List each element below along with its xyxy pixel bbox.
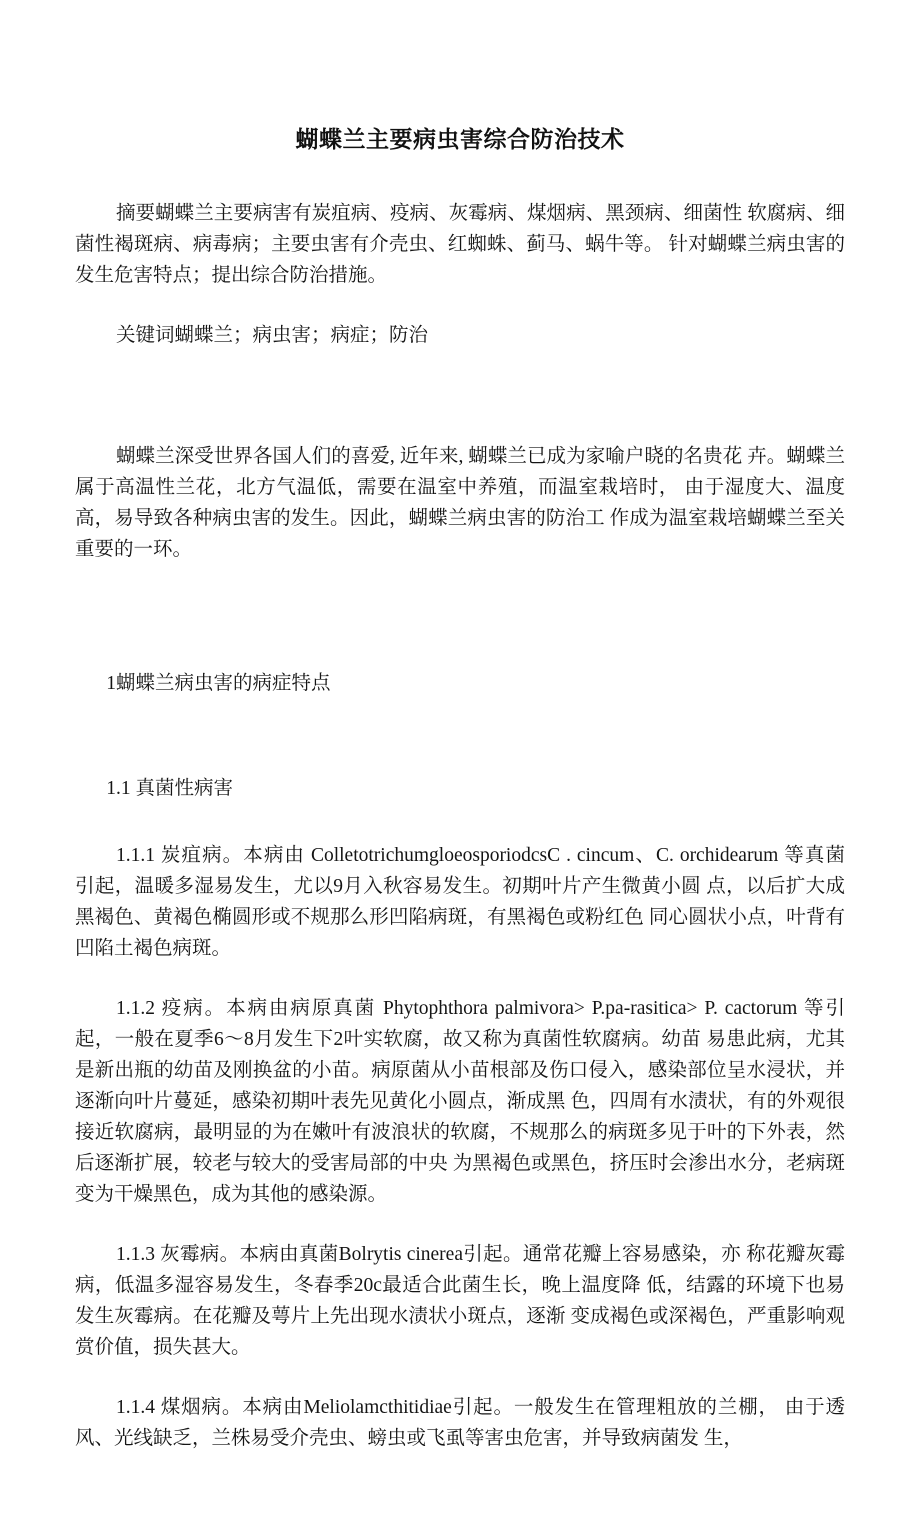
paragraph-section-1-1-1: 1.1.1 炭疽病。本病由 ColletotrichumgloeosporiodcsC . cincum、C. orchidearum 等真菌引起，温暖多湿易发生，尤以9月入秋容易发生。初期叶片产生微黄小圆 点，以后扩大成黑褐色、黄褐色椭圆形或不规那么形凹陷病斑，有黑褐色或粉红色 同心圆状小点，叶背有凹陷土褐色病斑。	[75, 844, 845, 959]
paragraph-section-1-1-4: 1.1.4 煤烟病。本病由Meliolamcthitidiae引起。一般发生在管理粗放的兰棚， 由于透风、光线缺乏，兰株易受介壳虫、螃虫或飞虱等害虫危害，并导致病菌发 生，	[75, 1396, 845, 1449]
paragraph-section-1-1-3: 1.1.3 灰霉病。本病由真菌Bolrytis cinerea引起。通常花瓣上容易感染，亦 称花瓣灰霉病，低温多湿容易发生，冬春季20c最适合此菌生长，晚上温度降 低，结露的环境下也易发生灰霉病。在花瓣及萼片上先出现水渍状小斑点，逐渐 变成褐色或深褐色，严重影响观赏价值，损失甚大。	[75, 1243, 845, 1358]
abstract-paragraph: 摘要蝴蝶兰主要病害有炭疽病、疫病、灰霉病、煤烟病、黑颈病、细菌性 软腐病、细菌性褐斑病、病毒病；主要虫害有介壳虫、红蜘蛛、蓟马、蜗牛等。 针对蝴蝶兰病虫害的发生危害特点；提出综合防治措施。	[75, 202, 845, 286]
heading-section-1-1: 1.1 真菌性病害	[106, 777, 233, 799]
paragraph-section-1-1-2: 1.1.2 疫病。本病由病原真菌 Phytophthora palmivora> P.pa-rasitica> P. cactorum 等引起，一般在夏季6〜8月发生下2叶实软腐，故又称为真菌性软腐病。幼苗 易患此病，尤其是新出瓶的幼苗及刚换盆的小苗。病原菌从小苗根部及伤口侵入，感染部位呈水浸状，并逐渐向叶片蔓延，感染初期叶表先见黄化小圆点，渐成黑 色，四周有水渍状，有的外观很接近软腐病，最明显的为在嫩叶有波浪状的软腐，不规那么的病斑多见于叶的下外表，然后逐渐扩展，较老与较大的受害局部的中央 为黑褐色或黑色，挤压时会渗出水分，老病斑变为干燥黑色，成为其他的感染源。	[75, 997, 845, 1205]
keywords-paragraph: 关键词蝴蝶兰；病虫害；病症；防治	[115, 324, 428, 346]
page-title: 蝴蝶兰主要病虫害综合防治技术	[295, 127, 625, 152]
heading-section-1: 1蝴蝶兰病虫害的病症特点	[106, 672, 331, 694]
introduction-paragraph: 蝴蝶兰深受世界各国人们的喜爱, 近年来, 蝴蝶兰已成为家喻户晓的名贵花 卉。蝴蝶兰属于高温性兰花，北方气温低，需要在温室中养殖，而温室栽培时， 由于湿度大、温度高，易导致各种病虫害的发生。因此，蝴蝶兰病虫害的防治工 作成为温室栽培蝴蝶兰至关重要的一环。	[75, 445, 845, 560]
